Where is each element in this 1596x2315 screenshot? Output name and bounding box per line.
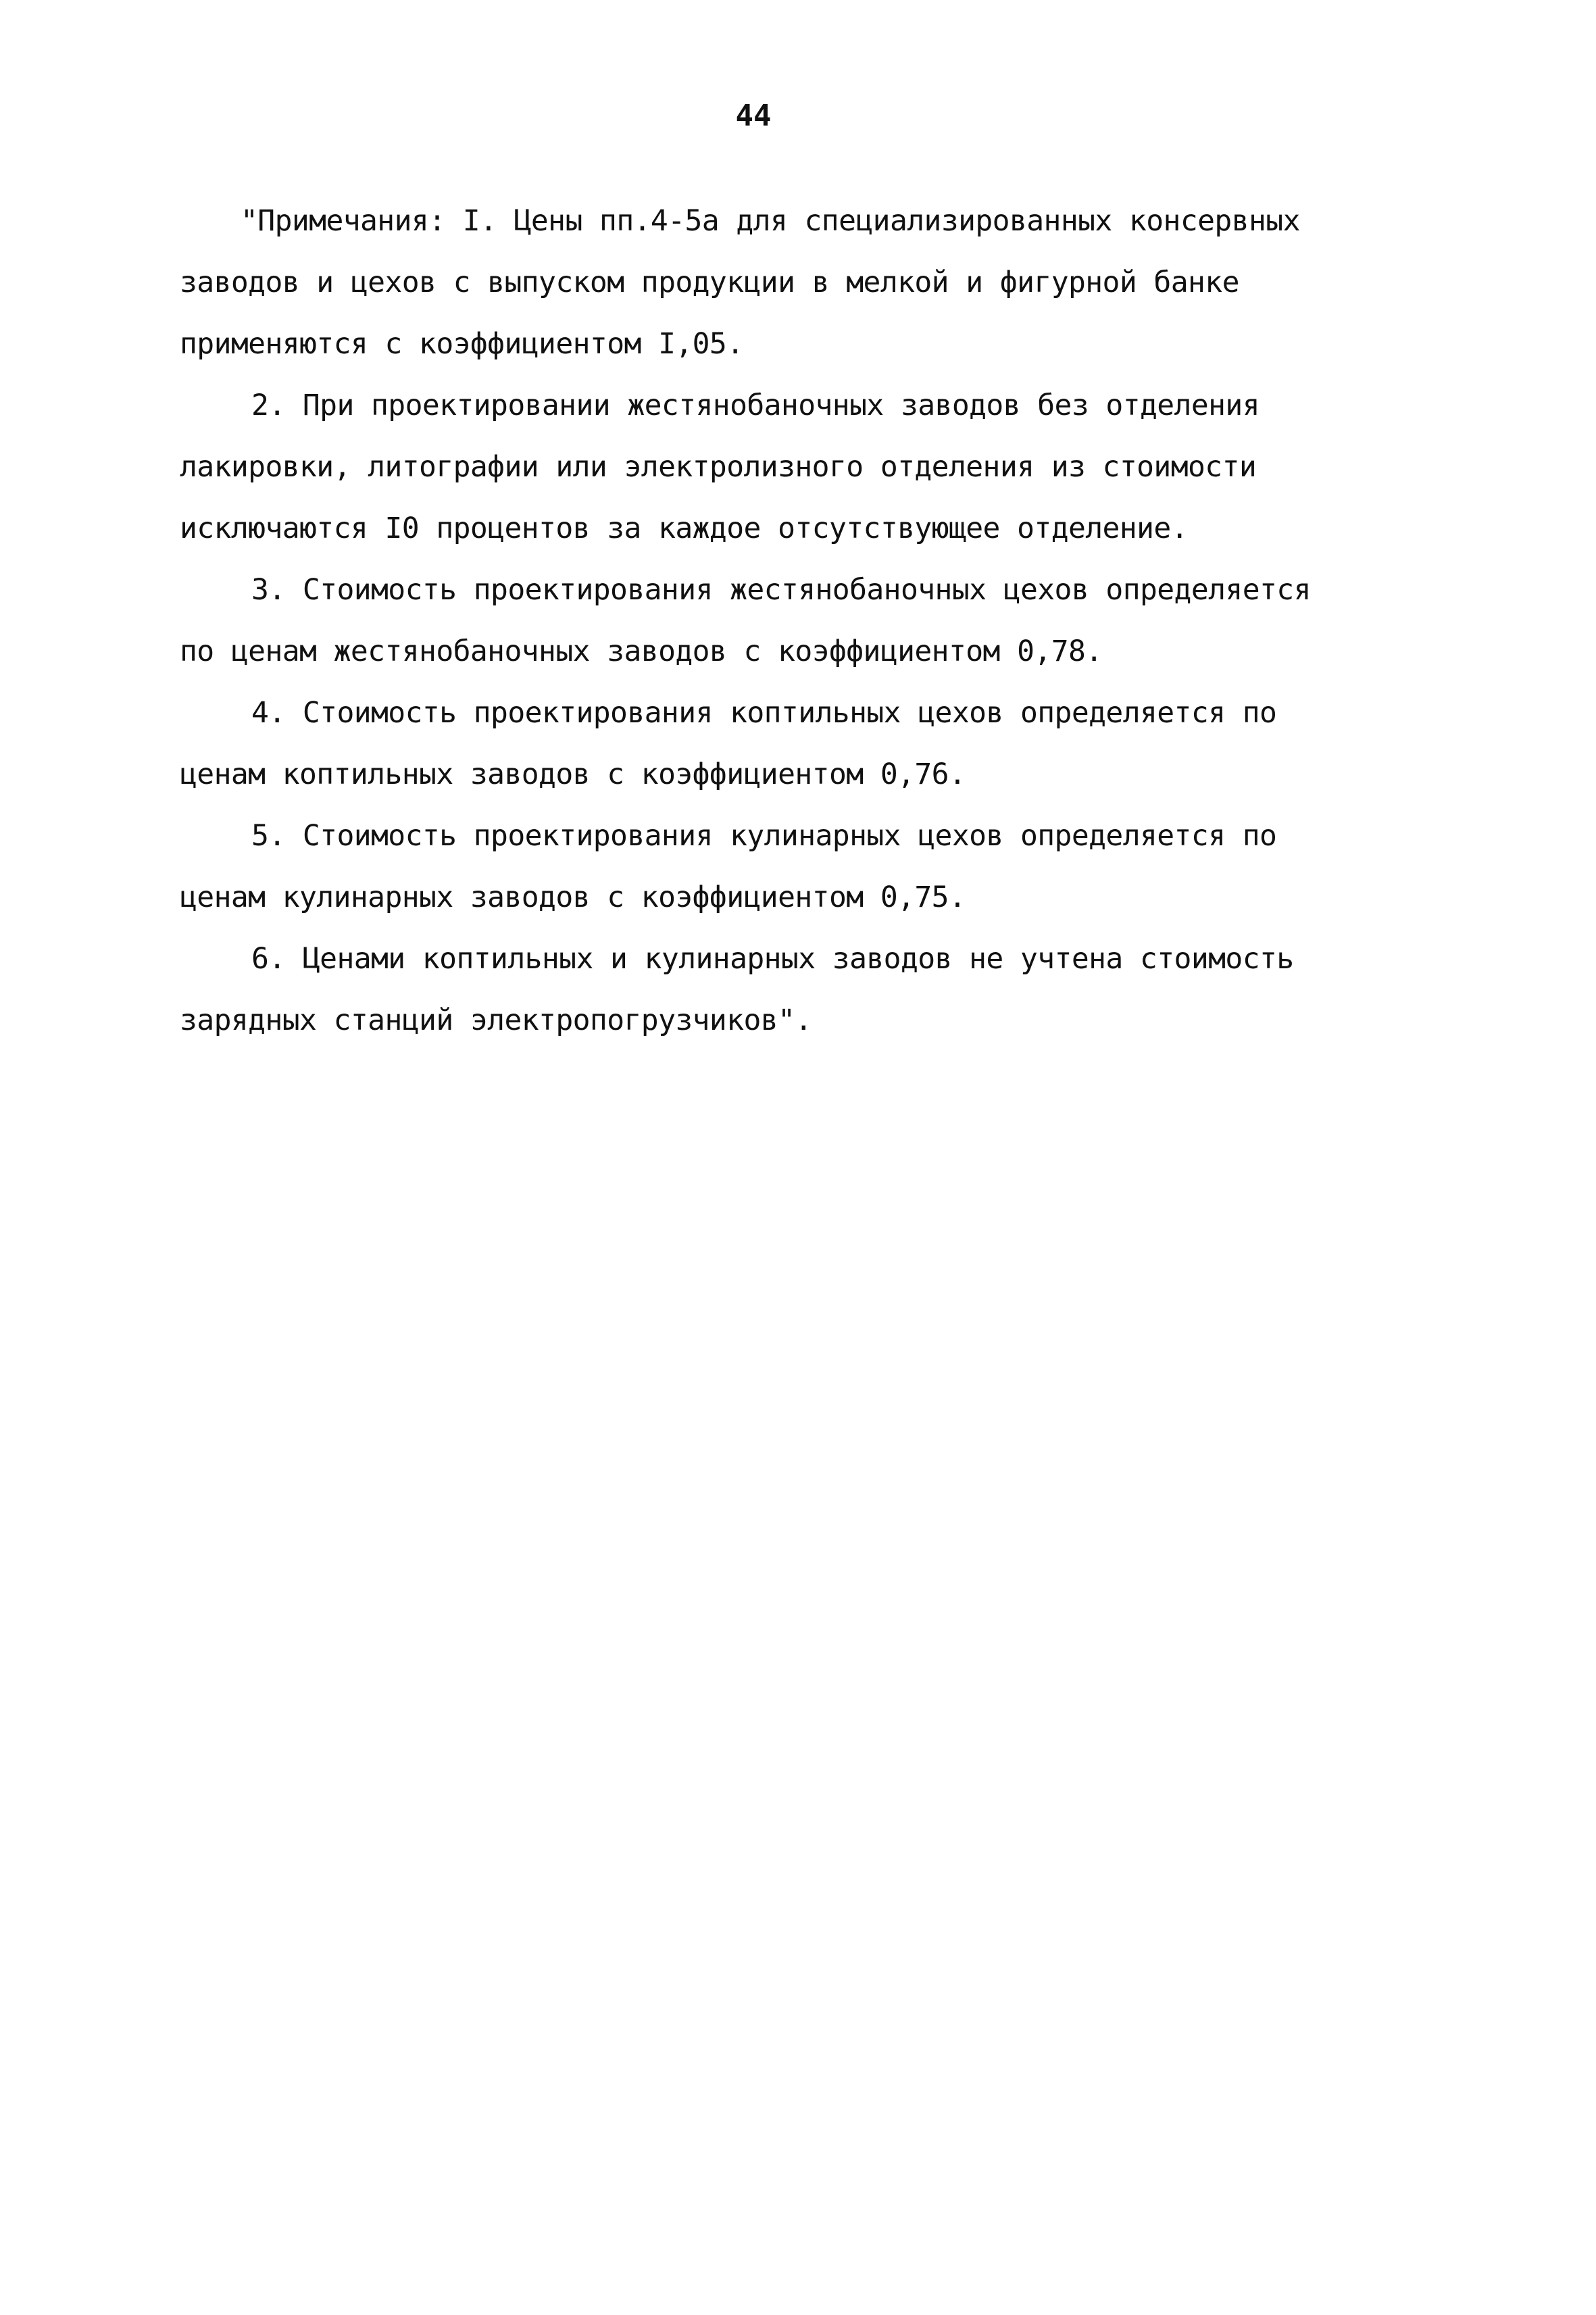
note-line: исключаются I0 процентов за каждое отсутствующее отделение. bbox=[180, 512, 1189, 545]
note-line: ценам коптильных заводов с коэффициентом 0,76. bbox=[180, 757, 966, 791]
note-line: лакировки, литографии или электролизного отделения из стоимости bbox=[180, 450, 1257, 484]
note-line: 5. Стоимость проектирования кулинарных цехов определяется по bbox=[251, 819, 1277, 853]
notes-block bbox=[180, 191, 1430, 1051]
note-line: зарядных станций электропогрузчиков". bbox=[180, 1003, 812, 1037]
note-line: ценам кулинарных заводов с коэффициентом 0,75. bbox=[180, 880, 966, 914]
page-number: 44 bbox=[735, 99, 772, 133]
note-line: 6. Ценами коптильных и кулинарных заводов не учтена стоимость bbox=[251, 942, 1294, 976]
note-2 bbox=[180, 375, 1430, 559]
note-line: заводов и цехов с выпуском продукции в мелкой и фигурной банке bbox=[180, 266, 1239, 299]
note-3 bbox=[180, 559, 1430, 682]
note-line: по ценам жестянобаночных заводов с коэффициентом 0,78. bbox=[180, 634, 1103, 668]
note-1 bbox=[180, 191, 1430, 375]
note-line: 3. Стоимость проектирования жестянобаночных цехов определяется bbox=[251, 573, 1311, 607]
note-line: 4. Стоимость проектирования коптильных цехов определяется по bbox=[251, 696, 1277, 730]
note-5 bbox=[180, 805, 1430, 928]
note-line: "Примечания: I. Цены пп.4-5а для специализированных консервных bbox=[241, 204, 1300, 238]
note-line: 2. При проектировании жестянобаночных заводов без отделения bbox=[251, 389, 1260, 422]
note-line: применяются с коэффициентом I,05. bbox=[180, 327, 744, 361]
note-4 bbox=[180, 682, 1430, 805]
note-6 bbox=[180, 928, 1430, 1051]
